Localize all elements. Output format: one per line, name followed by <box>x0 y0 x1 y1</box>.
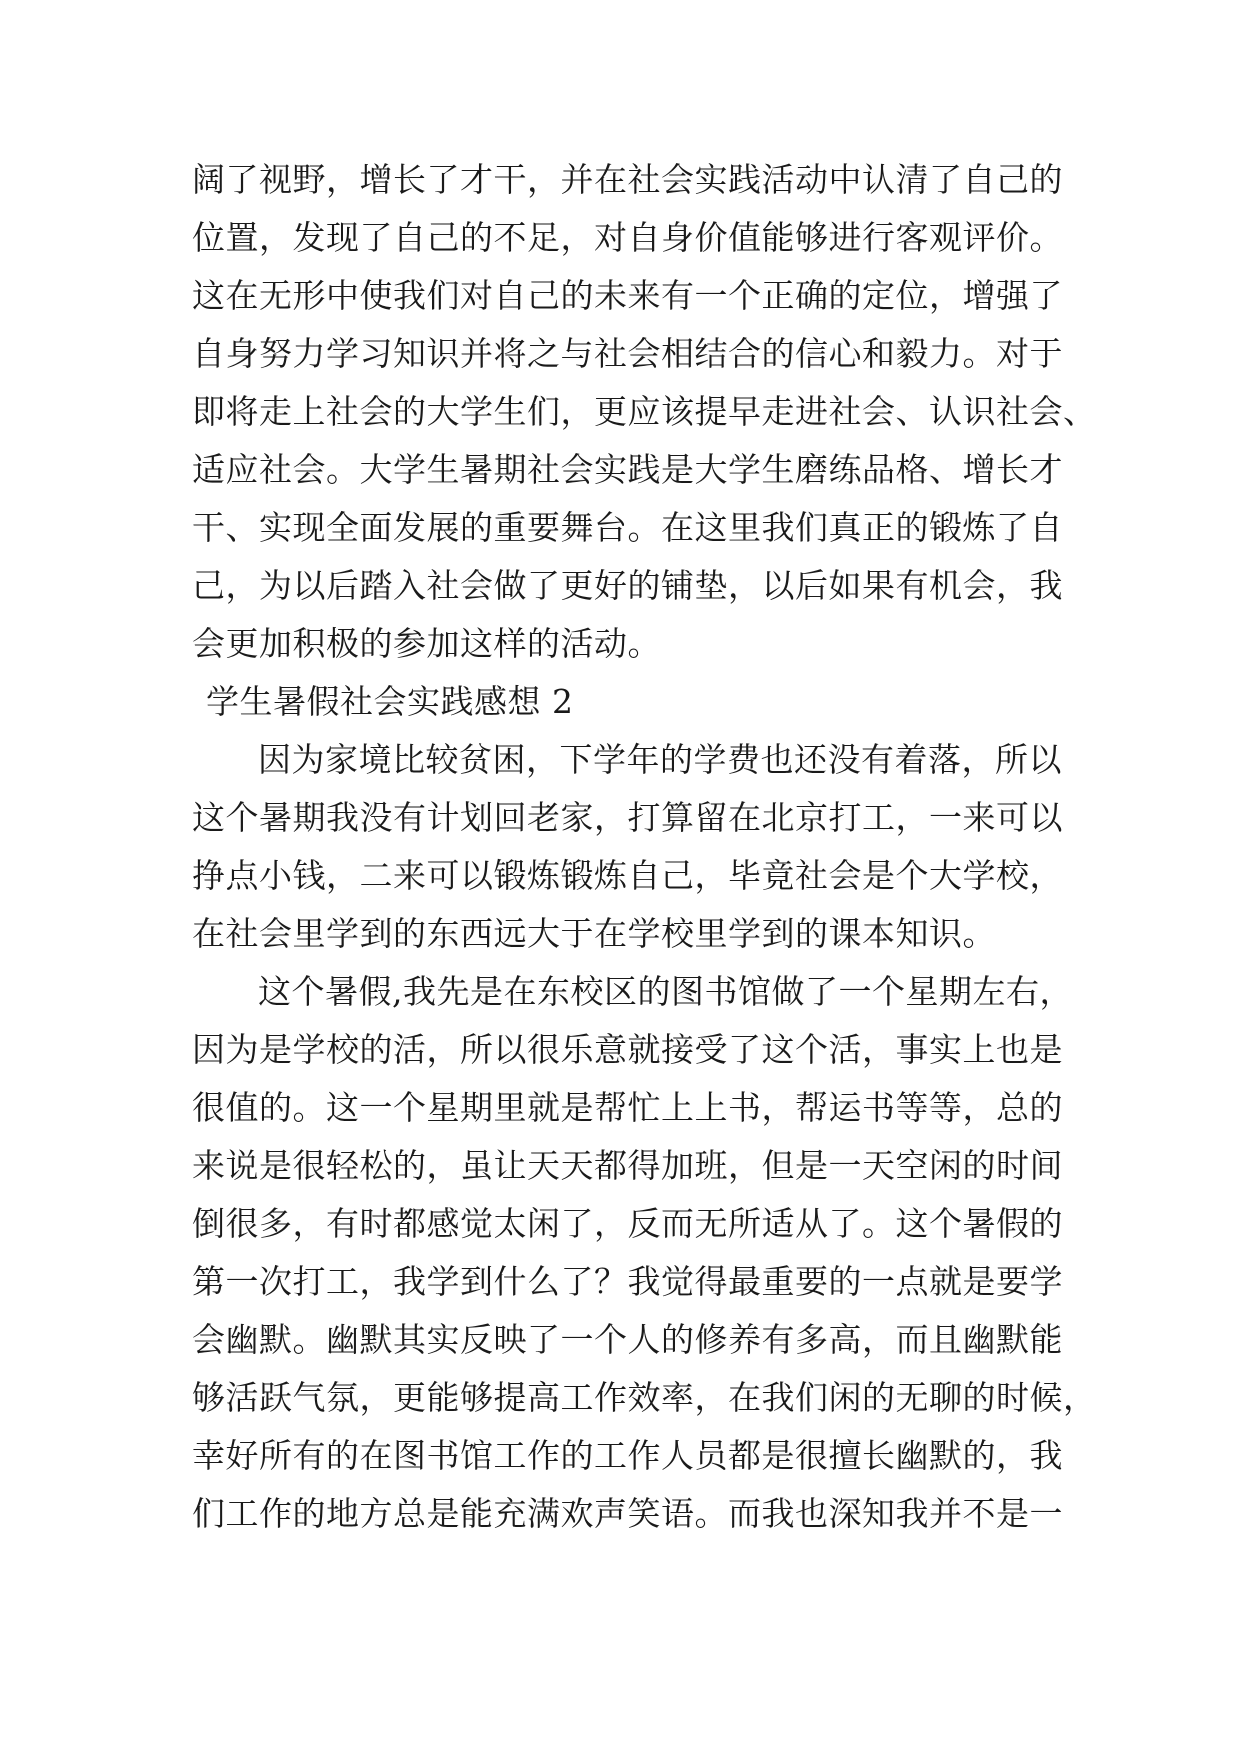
text-line: 干、实现全面发展的重要舞台。在这里我们真正的锻炼了自 <box>192 508 1063 547</box>
document-body <box>192 151 1097 1543</box>
text-line: 自身努力学习知识并将之与社会相结合的信心和毅力。对于 <box>192 334 1063 373</box>
text-line: 己，为以后踏入社会做了更好的铺垫，以后如果有机会，我 <box>192 566 1063 605</box>
text-line: 幸好所有的在图书馆工作的工作人员都是很擅长幽默的，我 <box>192 1436 1063 1475</box>
section-heading: 学生暑假社会实践感想 2 <box>206 682 574 721</box>
text-line: 会幽默。幽默其实反映了一个人的修养有多高，而且幽默能 <box>192 1320 1063 1359</box>
text-line: 来说是很轻松的，虽让天天都得加班，但是一天空闲的时间 <box>192 1146 1063 1185</box>
text-line: 们工作的地方总是能充满欢声笑语。而我也深知我并不是一 <box>192 1494 1063 1533</box>
text-line: 这个暑假,我先是在东校区的图书馆做了一个星期左右， <box>258 972 1073 1011</box>
text-line: 因为家境比较贫困，下学年的学费也还没有着落，所以 <box>258 740 1062 779</box>
text-line: 挣点小钱，二来可以锻炼锻炼自己，毕竟社会是个大学校， <box>192 856 1063 895</box>
paragraph-continued <box>192 151 1097 673</box>
text-line: 这在无形中使我们对自己的未来有一个正确的定位，增强了 <box>192 276 1063 315</box>
text-line: 第一次打工，我学到什么了？我觉得最重要的一点就是要学 <box>192 1262 1063 1301</box>
text-line: 因为是学校的活，所以很乐意就接受了这个活，事实上也是 <box>192 1030 1063 1069</box>
text-line: 会更加积极的参加这样的活动。 <box>192 624 661 663</box>
paragraph <box>192 963 1097 1543</box>
paragraph <box>192 731 1062 963</box>
text-line: 适应社会。大学生暑期社会实践是大学生磨练品格、增长才 <box>192 450 1063 489</box>
text-line: 很值的。这一个星期里就是帮忙上上书，帮运书等等，总的 <box>192 1088 1063 1127</box>
text-line: 阔了视野，增长了才干，并在社会实践活动中认清了自己的 <box>192 160 1063 199</box>
text-line: 这个暑期我没有计划回老家，打算留在北京打工，一来可以 <box>192 798 1063 837</box>
text-line: 即将走上社会的大学生们，更应该提早走进社会、认识社会、 <box>192 392 1097 431</box>
text-line: 在社会里学到的东西远大于在学校里学到的课本知识。 <box>192 914 996 953</box>
text-line: 倒很多，有时都感觉太闲了，反而无所适从了。这个暑假的 <box>192 1204 1063 1243</box>
text-line: 位置，发现了自己的不足，对自身价值能够进行客观评价。 <box>192 218 1063 257</box>
text-line: 够活跃气氛，更能够提高工作效率，在我们闲的无聊的时候， <box>192 1378 1097 1417</box>
